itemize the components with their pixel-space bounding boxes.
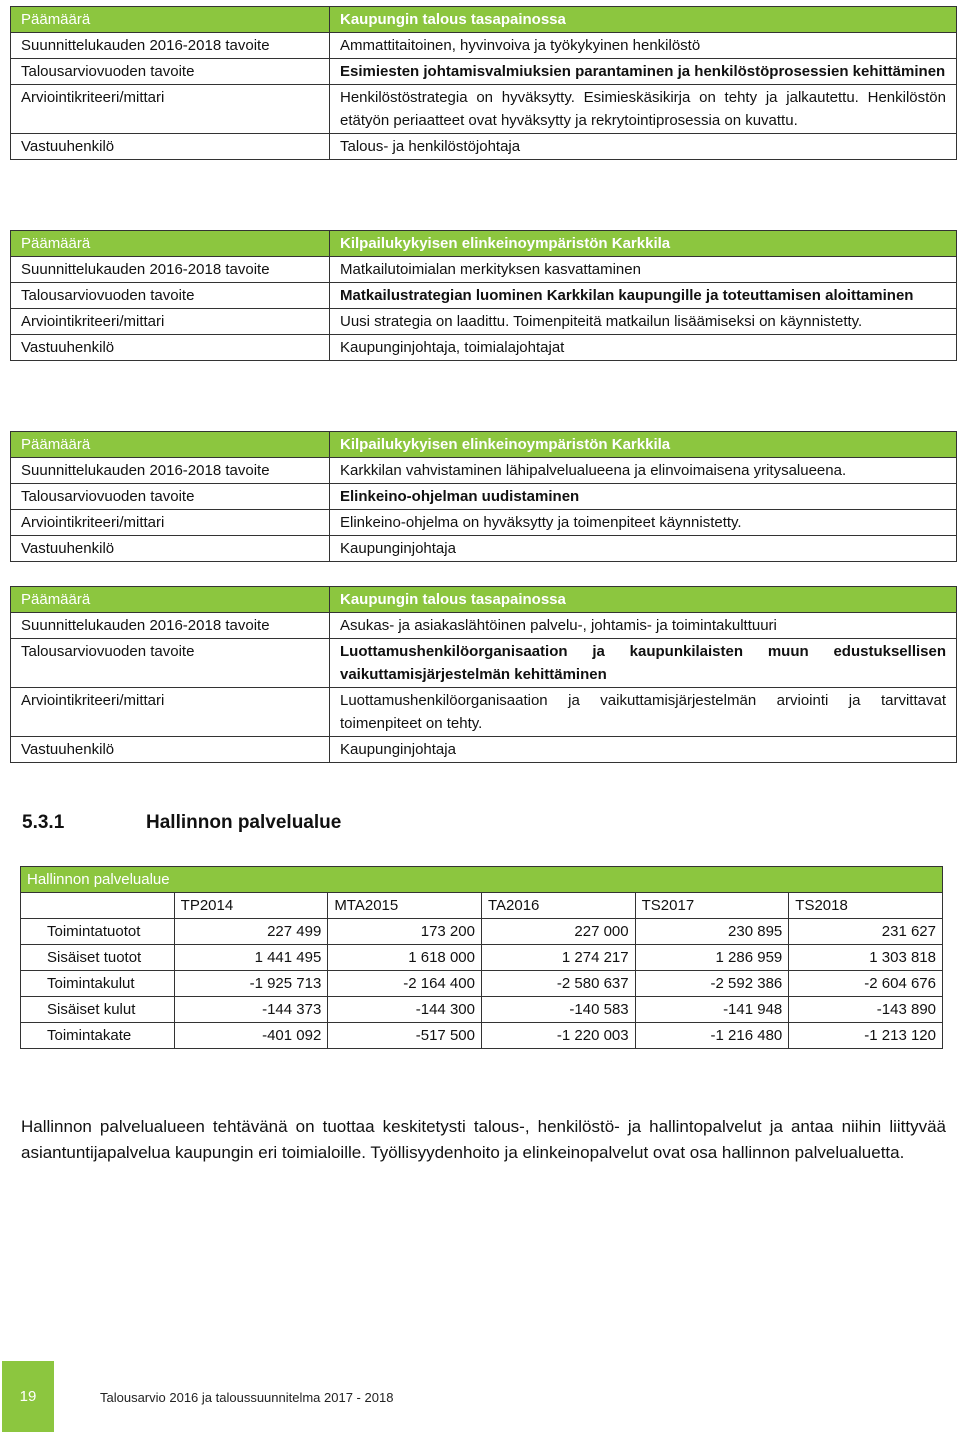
finance-cell: -517 500 — [328, 1023, 482, 1049]
goal-row-paamaara — [11, 7, 957, 33]
goal-table-2 — [10, 230, 957, 361]
goal-value: Asukas- ja asiakaslähtöinen palvelu-, johtamis- ja toimintakulttuuri — [330, 613, 957, 639]
finance-table — [20, 866, 943, 1049]
goal-label: Päämäärä — [11, 432, 330, 458]
goal-label: Päämäärä — [11, 231, 330, 257]
goal-label: Talousarviovuoden tavoite — [11, 59, 330, 85]
goal-row-talousarviovuosi — [11, 484, 957, 510]
finance-cell: -2 604 676 — [789, 971, 943, 997]
goal-row-talousarviovuosi — [11, 59, 957, 85]
goal-label: Suunnittelukauden 2016-2018 tavoite — [11, 257, 330, 283]
footer-text: Talousarvio 2016 ja taloussuunnitelma 2017 - 2018 — [100, 1390, 394, 1405]
goal-label: Suunnittelukauden 2016-2018 tavoite — [11, 33, 330, 59]
finance-cell: -1 925 713 — [174, 971, 328, 997]
goal-row-arviointi — [11, 85, 957, 134]
finance-cell: 227 000 — [481, 919, 635, 945]
finance-cell: -144 373 — [174, 997, 328, 1023]
finance-row-label: Sisäiset kulut — [21, 997, 175, 1023]
finance-cell: -2 580 637 — [481, 971, 635, 997]
finance-title-row — [21, 867, 943, 893]
finance-cell: -2 592 386 — [635, 971, 789, 997]
section-title: Hallinnon palvelualue — [146, 812, 342, 833]
finance-cell: 230 895 — [635, 919, 789, 945]
goal-value: Ammattitaitoinen, hyvinvoiva ja työkykyinen henkilöstö — [330, 33, 957, 59]
finance-cell: -1 213 120 — [789, 1023, 943, 1049]
section-number: 5.3.1 — [22, 812, 65, 833]
goal-row-vastuuhenkilo — [11, 737, 957, 763]
goal-row-arviointi — [11, 510, 957, 536]
goal-value: Matkailutoimialan merkityksen kasvattaminen — [330, 257, 957, 283]
goal-value: Henkilöstöstrategia on hyväksytty. Esimieskäsikirja on tehty ja jalkautettu. Henkilöstön etätyön periaatteet ovat hyväksytty ja rekrytointiprosessia on kuvattu. — [330, 85, 957, 134]
goal-row-suunnittelukausi — [11, 458, 957, 484]
goal-value: Kaupunginjohtaja — [330, 737, 957, 763]
finance-column-header: MTA2015 — [328, 893, 482, 919]
table-row — [21, 919, 943, 945]
goal-label: Vastuuhenkilö — [11, 134, 330, 160]
goal-label: Arviointikriteeri/mittari — [11, 688, 330, 737]
finance-cell: 227 499 — [174, 919, 328, 945]
finance-title: Hallinnon palvelualue — [21, 867, 943, 893]
finance-cell: -140 583 — [481, 997, 635, 1023]
goal-value: Esimiesten johtamisvalmiuksien parantaminen ja henkilöstöprosessien kehittäminen — [330, 59, 957, 85]
finance-cell: -144 300 — [328, 997, 482, 1023]
finance-cell: 1 618 000 — [328, 945, 482, 971]
table-row — [21, 1023, 943, 1049]
finance-cell: 1 441 495 — [174, 945, 328, 971]
goal-row-suunnittelukausi — [11, 33, 957, 59]
finance-column-header: TS2018 — [789, 893, 943, 919]
goal-label: Talousarviovuoden tavoite — [11, 639, 330, 688]
finance-cell: -2 164 400 — [328, 971, 482, 997]
goal-value: Luottamushenkilöorganisaation ja vaikuttamisjärjestelmän arviointi ja tarvittavat toimenpiteet on tehty. — [330, 688, 957, 737]
goal-label: Vastuuhenkilö — [11, 335, 330, 361]
goal-row-talousarviovuosi — [11, 283, 957, 309]
finance-cell: 1 286 959 — [635, 945, 789, 971]
finance-cell: -401 092 — [174, 1023, 328, 1049]
goal-row-talousarviovuosi — [11, 639, 957, 688]
goal-row-paamaara — [11, 587, 957, 613]
finance-row-label: Sisäiset tuotot — [21, 945, 175, 971]
finance-header-row — [21, 893, 943, 919]
goal-label: Suunnittelukauden 2016-2018 tavoite — [11, 613, 330, 639]
goal-row-paamaara — [11, 432, 957, 458]
goal-value: Kaupunginjohtaja, toimialajohtajat — [330, 335, 957, 361]
finance-row-label: Toimintakulut — [21, 971, 175, 997]
finance-column-header: TS2017 — [635, 893, 789, 919]
finance-cell: -141 948 — [635, 997, 789, 1023]
goal-label: Vastuuhenkilö — [11, 536, 330, 562]
goal-value: Kaupungin talous tasapainossa — [330, 7, 957, 33]
finance-cell: -1 216 480 — [635, 1023, 789, 1049]
page-number: 19 — [19, 1388, 37, 1405]
goal-label: Vastuuhenkilö — [11, 737, 330, 763]
table-row — [21, 945, 943, 971]
table-row — [21, 997, 943, 1023]
goal-value: Kilpailukykyisen elinkeinoympäristön Karkkila — [330, 231, 957, 257]
finance-column-header: TA2016 — [481, 893, 635, 919]
goal-label: Arviointikriteeri/mittari — [11, 510, 330, 536]
finance-column-header: TP2014 — [174, 893, 328, 919]
goal-value: Karkkilan vahvistaminen lähipalvelualueena ja elinvoimaisena yritysalueena. — [330, 458, 957, 484]
goal-value: Matkailustrategian luominen Karkkilan kaupungille ja toteuttamisen aloittaminen — [330, 283, 957, 309]
table-row — [21, 971, 943, 997]
goal-table-3 — [10, 431, 957, 562]
goal-label: Talousarviovuoden tavoite — [11, 484, 330, 510]
finance-header-empty — [21, 893, 175, 919]
goal-row-paamaara — [11, 231, 957, 257]
goal-value: Luottamushenkilöorganisaation ja kaupunkilaisten muun edustuksellisen vaikuttamisjärjestelmän kehittäminen — [330, 639, 957, 688]
body-paragraph: Hallinnon palvelualueen tehtävänä on tuottaa keskitetysti talous-, henkilöstö- ja hallintopalvelut ja antaa niihin liittyvää asiantuntijapalvelua kaupungin eri toimialoille. Työllisyydenhoito ja elinkeinopalvelut ovat osa hallinnon palvelualuetta. — [21, 1117, 946, 1162]
goal-value: Kaupungin talous tasapainossa — [330, 587, 957, 613]
goal-row-vastuuhenkilo — [11, 134, 957, 160]
goal-label: Suunnittelukauden 2016-2018 tavoite — [11, 458, 330, 484]
finance-cell: 231 627 — [789, 919, 943, 945]
goal-row-arviointi — [11, 688, 957, 737]
goal-label: Talousarviovuoden tavoite — [11, 283, 330, 309]
goal-label: Päämäärä — [11, 7, 330, 33]
goal-label: Arviointikriteeri/mittari — [11, 309, 330, 335]
goal-row-arviointi — [11, 309, 957, 335]
goal-label: Päämäärä — [11, 587, 330, 613]
finance-cell: -143 890 — [789, 997, 943, 1023]
goal-value: Elinkeino-ohjelman uudistaminen — [330, 484, 957, 510]
goal-value: Elinkeino-ohjelma on hyväksytty ja toimenpiteet käynnistetty. — [330, 510, 957, 536]
goal-value: Uusi strategia on laadittu. Toimenpiteitä matkailun lisäämiseksi on käynnistetty. — [330, 309, 957, 335]
goal-label: Arviointikriteeri/mittari — [11, 85, 330, 134]
goal-row-vastuuhenkilo — [11, 536, 957, 562]
finance-cell: 173 200 — [328, 919, 482, 945]
goal-value: Talous- ja henkilöstöjohtaja — [330, 134, 957, 160]
goal-table-1 — [10, 6, 957, 160]
finance-cell: -1 220 003 — [481, 1023, 635, 1049]
section-heading — [22, 812, 341, 834]
page-number-box — [2, 1361, 54, 1432]
goal-row-suunnittelukausi — [11, 613, 957, 639]
finance-cell: 1 274 217 — [481, 945, 635, 971]
goal-row-suunnittelukausi — [11, 257, 957, 283]
finance-cell: 1 303 818 — [789, 945, 943, 971]
finance-row-label: Toimintakate — [21, 1023, 175, 1049]
goal-value: Kilpailukykyisen elinkeinoympäristön Karkkila — [330, 432, 957, 458]
goal-value: Kaupunginjohtaja — [330, 536, 957, 562]
goal-table-4 — [10, 586, 957, 763]
finance-row-label: Toimintatuotot — [21, 919, 175, 945]
goal-row-vastuuhenkilo — [11, 335, 957, 361]
